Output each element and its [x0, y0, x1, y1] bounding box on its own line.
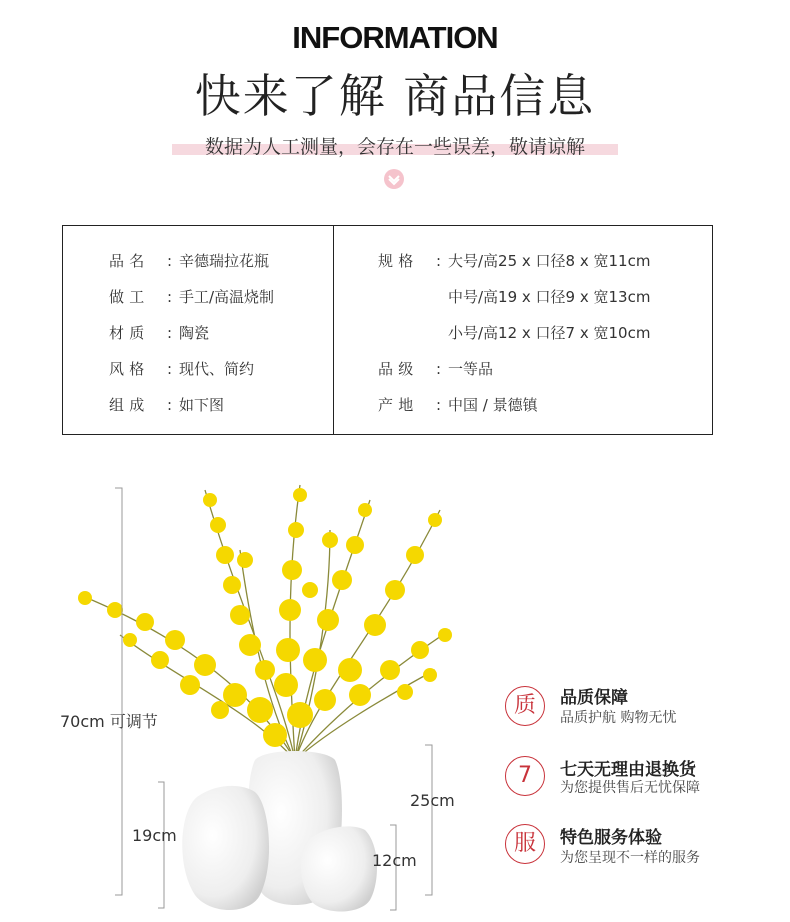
spec-row-grade: 品级 : 一等品	[378, 360, 494, 378]
title-english: INFORMATION	[292, 20, 498, 55]
spec-table	[62, 225, 713, 435]
spec-row-style: 风格 : 现代、简约	[109, 360, 255, 378]
spec-value: 一等品	[448, 360, 494, 378]
spec-value: 陶瓷	[179, 324, 210, 342]
spec-row-material: 材质 : 陶瓷	[109, 324, 210, 342]
vase-small	[301, 826, 377, 911]
spec-label: 产地	[378, 396, 419, 414]
chevron-down-icon	[383, 168, 405, 190]
spec-label: 风格	[109, 360, 150, 378]
spec-value: 如下图	[179, 396, 225, 414]
dimension-total: 70cm 可调节	[60, 712, 158, 731]
spec-value: 辛德瑞拉花瓶	[179, 252, 270, 270]
feature-subtitle-quality: 品质护航 购物无忧	[560, 710, 677, 726]
feature-title-quality: 品质保障	[560, 688, 628, 708]
spec-value: 中国 / 景德镇	[448, 396, 538, 414]
vases	[182, 751, 377, 912]
spec-row-name: 品名 : 辛德瑞拉花瓶	[109, 252, 270, 270]
spec-label: 组成	[109, 396, 150, 414]
feature-title-return: 七天无理由退换货	[560, 760, 696, 780]
feature-subtitle-return: 为您提供售后无忧保障	[560, 780, 700, 796]
spec-value: 现代、简约	[179, 360, 255, 378]
seven-days-icon: 7	[505, 756, 545, 796]
spec-label: 品级	[378, 360, 419, 378]
product-photo	[60, 470, 480, 922]
dimension-small: 12cm	[372, 851, 417, 870]
feature-title-service: 特色服务体验	[560, 828, 662, 848]
spec-row-origin: 产地 : 中国 / 景德镇	[378, 396, 538, 414]
spec-label: 品名	[109, 252, 150, 270]
spec-row-craft: 做工 : 手工/高温烧制	[109, 288, 275, 306]
spec-label: 规格	[378, 252, 419, 270]
spec-value: 大号/高25 x 口径8 x 宽11cm	[448, 252, 651, 270]
dimension-medium: 19cm	[132, 826, 177, 845]
service-icon: 服	[505, 824, 545, 864]
spec-label: 材质	[109, 324, 150, 342]
quality-icon: 质	[505, 686, 545, 726]
vase-medium	[182, 786, 269, 910]
dimension-large: 25cm	[410, 791, 455, 810]
spec-size-medium: 中号/高19 x 口径9 x 宽13cm	[448, 288, 651, 306]
spec-size-small: 小号/高12 x 口径7 x 宽10cm	[448, 324, 651, 342]
spec-row-composition: 组成 : 如下图	[109, 396, 225, 414]
subtitle: 数据为人工测量，会存在一些误差，敬请谅解	[204, 136, 585, 158]
spec-label: 做工	[109, 288, 150, 306]
feature-subtitle-service: 为您呈现不一样的服务	[560, 850, 700, 866]
spec-row-size: 规格 : 大号/高25 x 口径8 x 宽11cm	[378, 252, 651, 270]
spec-divider	[333, 226, 334, 434]
title-chinese: 快来了解 商品信息	[194, 69, 596, 123]
spec-value: 手工/高温烧制	[179, 288, 275, 306]
